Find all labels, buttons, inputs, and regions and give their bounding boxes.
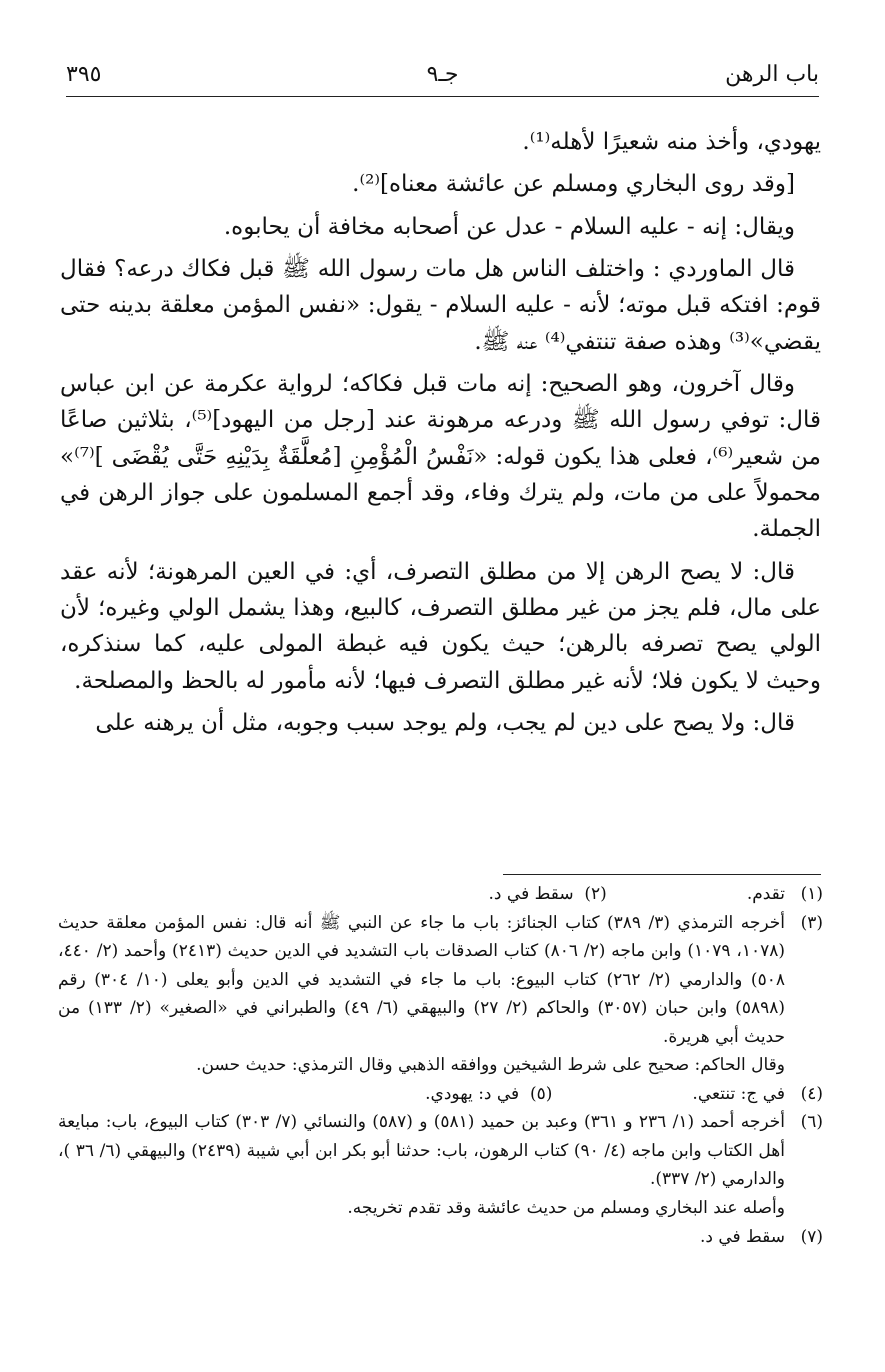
footnote-number: (٥) [530, 1083, 553, 1104]
footnote-number: (١) [800, 884, 823, 904]
footnote-text: سقط في د. [699, 1226, 785, 1247]
paragraph: ويقال: إنه - عليه السلام - عدل عن أصحابه مخافة أن يحابوه. [223, 213, 795, 240]
footnote-text: في ج: تنتعي. [692, 1083, 785, 1104]
paragraph: قال: لا يصح الرهن إلا من مطلق التصرف، أي: في العين المرهونة؛ لأنه عقد على مال، فلم يجز من غير مطلق التصرف، كالبيع، وهذا يشمل الولي وغيره؛ لأن الولي يصح تصرفه بالرهن؛ حيث يكون فيه غبطة المولى عليه، كما سنذكره، وحيث لا يكون فلا؛ لأنه غير مطلق التصرف فيها؛ لأنه مأمور له بالحظ والمصلحة. [60, 558, 821, 694]
footnote-number: (٢) [584, 884, 607, 904]
volume-label: جـ٩ [426, 62, 459, 87]
paragraph: وقال آخرون، وهو الصحيح: إنه مات قبل فكاكه؛ لرواية عكرمة عن ابن عباس قال: توفي رسول الله ﷺ ودرعه مرهونة عند [رجل من اليهود]⁽⁵⁾، بثلاثين صاعًا من شعير⁽⁶⁾، فعلى هذا يكون قوله: «نَفْسُ الْمُؤْمِنِ [مُعلَّقَةٌ بِدَيْنِهِ حَتَّى يُقْضَى ]⁽⁷⁾» محمولاً على من مات، ولم يترك وفاء، وقد أجمع المسلمون على جواز الرهن في الجملة. [60, 370, 821, 543]
footnote-text: في د: يهودي. [425, 1083, 520, 1104]
footnote-number: (٦) [800, 1112, 823, 1133]
footnote-row [58, 880, 823, 909]
footnote [58, 909, 823, 1080]
paragraph: [وقد روى البخاري ومسلم عن عائشة معناه]⁽²⁾. [352, 171, 795, 198]
footnotes [58, 880, 823, 1251]
footnote-text: وقال الحاكم: صحيح على شرط الشيخين ووافقه الذهبي وقال الترمذي: حديث حسن. [196, 1055, 785, 1076]
paragraph: يهودي، وأخذ منه شعيرًا لأهله⁽¹⁾. [522, 129, 821, 155]
paragraph: قال الماوردي : واختلف الناس هل مات رسول الله ﷺ قبل فكاك درعه؟ فقال قوم: افتكه قبل موته؛ لأنه - عليه السلام - يقول: «نفس المؤمن معلقة بدينه حتى يقضي»⁽³⁾ وهذه صفة تنتفي⁽⁴⁾ عنه ﷺ. [60, 255, 821, 355]
paragraph: قال: ولا يصح على دين لم يجب، ولم يوجد سبب وجوبه، مثل أن يرهنه على [95, 709, 795, 736]
footnote [58, 1108, 823, 1222]
page-number: ٣٩٥ [66, 62, 102, 87]
footnote-text: وأصله عند البخاري ومسلم من حديث عائشة وقد تقدم تخريجه. [347, 1198, 785, 1219]
chapter-title: باب الرهن [725, 62, 819, 87]
footnote-number: (٧) [800, 1226, 823, 1247]
main-text [60, 124, 821, 747]
footnote-text: تقدم. [746, 884, 785, 904]
footnote-text: سقط في د. [488, 884, 574, 904]
footnote-text: أخرجه الترمذي (٣/ ٣٨٩) كتاب الجنائز: باب ما جاء عن النبي ﷺ أنه قال: نفس المؤمن معلقة حديث (١٠٧٨، ١٠٧٩) وابن ماجه (٢/ ٨٠٦) كتاب الصدقات باب التشديد في الدين حديث (٢٤١٣) وأحمد (٢/ ٤٤٠، ٥٠٨) والدارمي (٢/ ٢٦٢) كتاب البيوع: باب ما جاء في التشديد في الدين وأبو يعلى (١٠/ ٣٠٤) رقم (٥٨٩٨) وابن حبان (٣٠٥٧) والحاكم (٢/ ٢٧) والبيهقي (٦/ ٤٩) والطبراني في «الصغير» (٢/ ١٣٣) من حديث أبي هريرة. [58, 912, 785, 1047]
footnote-number: (٤) [800, 1083, 823, 1104]
running-header [66, 62, 819, 96]
header-rule [66, 96, 819, 97]
footnote-row [58, 1080, 823, 1109]
footnote [58, 1223, 823, 1252]
footnote-number: (٣) [800, 912, 823, 933]
footnote-text: أخرجه أحمد (١/ ٢٣٦ و ٣٦١) وعبد بن حميد (٥٨١) و (٥٨٧) والنسائي (٧/ ٣٠٣) كتاب البيوع، باب: مبايعة أهل الكتاب وابن ماجه (٤/ ٩٠) كتاب الرهون، باب: حدثنا أبو بكر ابن أبي شيبة (٢٤٣٩) والبيهقي (٦/ ٣٦ )، والدارمي (٢/ ٣٣٧). [58, 1112, 785, 1190]
footnote-separator [503, 874, 821, 875]
